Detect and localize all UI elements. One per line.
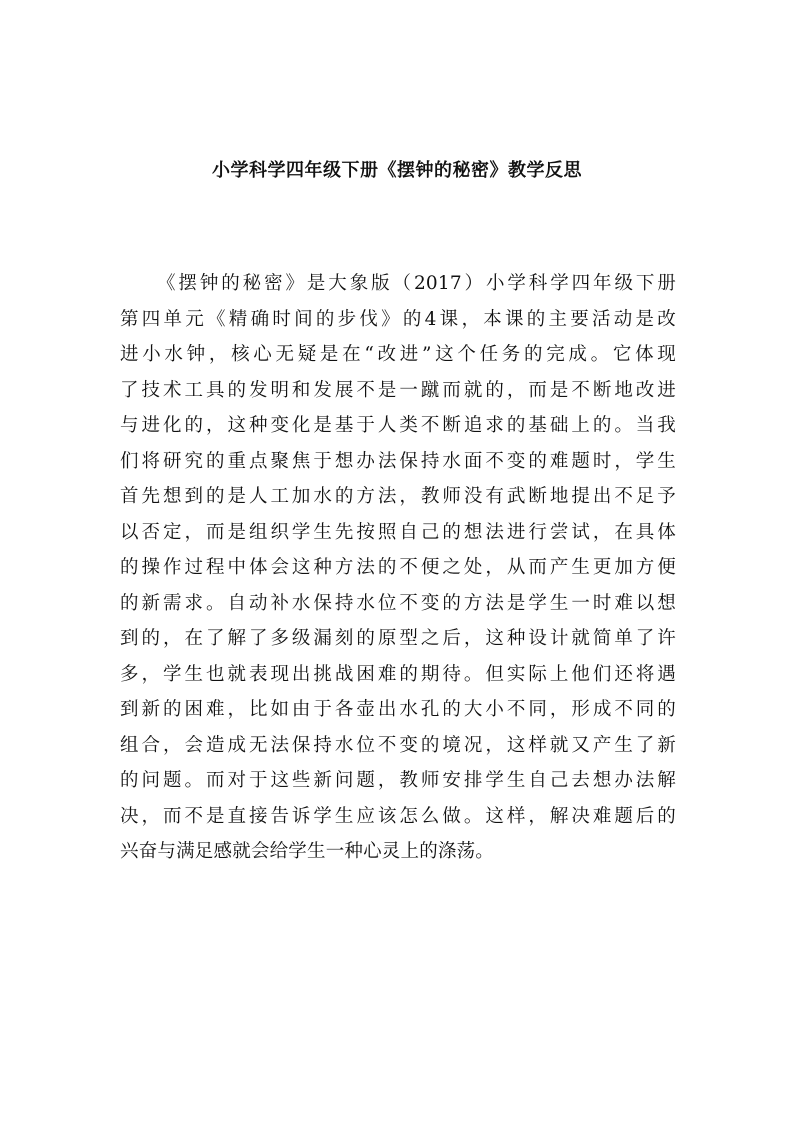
paragraph-line: 组合，会造成无法保持水位不变的境况，这样就又产生了新 (120, 734, 676, 756)
paragraph-line: 们将研究的重点聚焦于想办法保持水面不变的难题时，学生 (120, 450, 676, 472)
paragraph-line: 首先想到的是人工加水的方法，教师没有武断地提出不足予 (120, 486, 676, 507)
paragraph-line: 的操作过程中体会这种方法的不便之处，从而产生更加方便 (120, 557, 676, 578)
paragraph-line: 了技术工具的发明和发展不是一蹴而就的，而是不断地改进 (120, 379, 676, 401)
paragraph-line: 进小水钟，核心无疑是在“改进”这个任务的完成。它体现 (120, 344, 676, 365)
paragraph-line: 与进化的，这种变化是基于人类不断追求的基础上的。当我 (120, 415, 676, 436)
paragraph-line: 第四单元《精确时间的步伐》的4课，本课的主要活动是改 (120, 308, 676, 330)
body-paragraph (120, 266, 676, 870)
paragraph-line: 到新的困难，比如由于各壶出水孔的大小不同，形成不同的 (120, 699, 676, 720)
paragraph-line: 决，而不是直接告诉学生应该怎么做。这样，解决难题后的 (120, 805, 676, 827)
paragraph-line: 的新需求。自动补水保持水位不变的方法是学生一时难以想 (120, 592, 676, 614)
paragraph-line: 以否定，而是组织学生先按照自己的想法进行尝试，在具体 (120, 521, 676, 543)
paragraph-line: 到的，在了解了多级漏刻的原型之后，这种设计就简单了许 (120, 628, 676, 649)
paragraph-line: 多，学生也就表现出挑战困难的期待。但实际上他们还将遇 (120, 663, 676, 685)
paragraph-line: 《摆钟的秘密》是大象版（2017）小学科学四年级下册 (157, 273, 676, 294)
document-title: 小学科学四年级下册《摆钟的秘密》教学反思 (212, 160, 582, 181)
paragraph-line: 的问题。而对于这些新问题，教师安排学生自己去想办法解 (120, 770, 676, 791)
paragraph-line: 兴奋与满足感就会给学生一种心灵上的涤荡。 (120, 841, 495, 862)
